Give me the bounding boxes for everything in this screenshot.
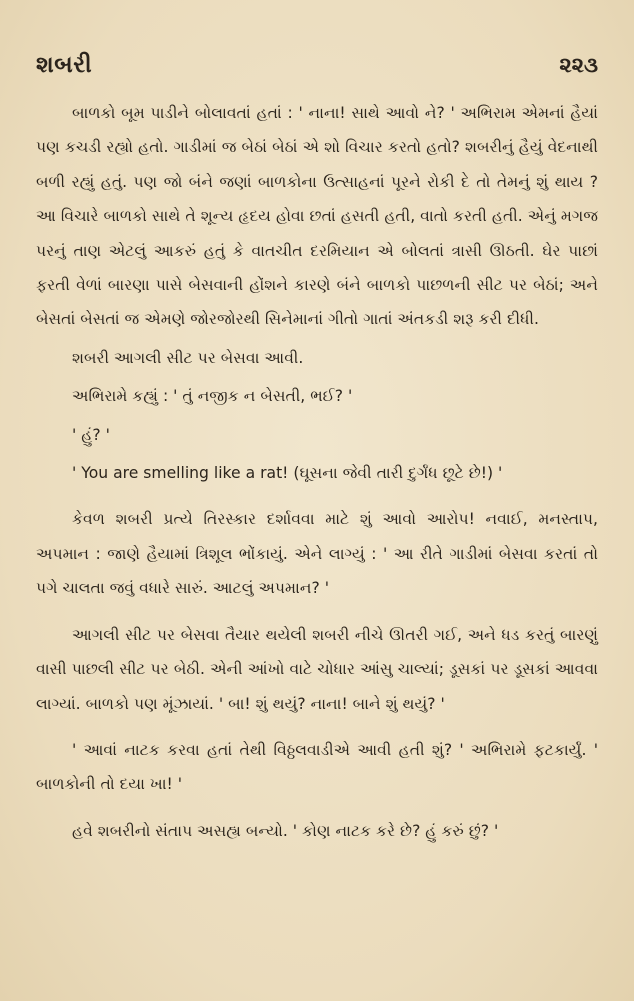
paragraph: ' આવાં નાટક કરવા હતાં તેથી વિઠ્ઠલવાડીએ આવી હતી શું? ' અભિરામે ફટકાર્યું. ' બાળકોની તો દયા ખા! ' [36, 740, 598, 794]
page-header [36, 52, 598, 78]
paragraph: કેવળ શબરી પ્રત્યે તિરસ્કાર દર્શાવવા માટે શું આવો આરોપ! નવાઈ, મનસ્તાપ, અપમાન : જાણે હૈયામાં ત્રિશૂલ ભોંકાયું. એને લાગ્યું : ' આ રીતે ગાડીમાં બેસવા કરતાં તો પગે ચાલતા જવું વધારે સારું. આટલું અપમાન? ' [36, 510, 598, 598]
paragraph: આગલી સીટ પર બેસવા તૈયાર થયેલી શબરી નીચે ઊતરી ગઈ, અને ધડ કરતું બારણું વાસી પાછલી સીટ પર બેઠી. એની આંખો વાટે ચોધાર આંસુ ચાલ્યાં; ડૂસકાં પર ડૂસકાં આવવા લાગ્યાં. બાળકો પણ મૂંઝાયાં. ' બા! શું થયું? નાના! બાને શું થયું? ' [36, 625, 598, 713]
running-title: શબરી [36, 52, 93, 78]
paragraph: ' હું? ' [72, 425, 110, 444]
page-body [36, 96, 598, 848]
paragraph: હવે શબરીનો સંતાપ અસહ્ય બન્યો. ' કોણ નાટક કરે છે? હું કરું છું? ' [72, 821, 499, 840]
paragraph: ' You are smelling like a rat! (ઘૂસના જેવી તારી દુર્ગંધ છૂટે છે!) ' [72, 464, 503, 483]
paragraph: અભિરામે કહ્યું : ' તું નજીક ન બેસતી, ભઈ? ' [72, 387, 353, 406]
page-number: ૨૨૩ [559, 53, 598, 77]
paragraph: બાળકો બૂમ પાડીને બોલાવતાં હતાં : ' નાના! સાથે આવો ને? ' અભિરામ એમનાં હૈયાં પણ કચડી રહ્યો હતો. ગાડીમાં જ બેઠાં બેઠાં એ શો વિચાર કરતો હતો? શબરીનું હૈયું વેદનાથી બળી રહ્યું હતું. પણ જો બંને જણાં બાળકોના ઉત્સાહનાં પૂરને રોકી દે તો તેમનું શું થાય ? આ વિચારે બાળકો સાથે તે શૂન્ય હૃદય હોવા છતાં હસતી હતી, વાતો કરતી હતી. એનું મગજ પરનું તાણ એટલું આકરું હતું કે વાતચીત દરમિયાન એ બોલતાં ત્રાસી ઊઠતી. ઘેર પાછાં ફરતી વેળાં બારણા પાસે બેસવાની હોંશને કારણે બંને બાળકો પાછળની સીટ પર બેઠાં; અને બેસતાં બેસતાં જ એમણે જોરજોરથી સિનેમાનાં ગીતો ગાતાં અંતકડી શરૂ કરી દીધી. [36, 104, 598, 329]
paragraph: શબરી આગલી સીટ પર બેસવા આવી. [72, 348, 304, 367]
